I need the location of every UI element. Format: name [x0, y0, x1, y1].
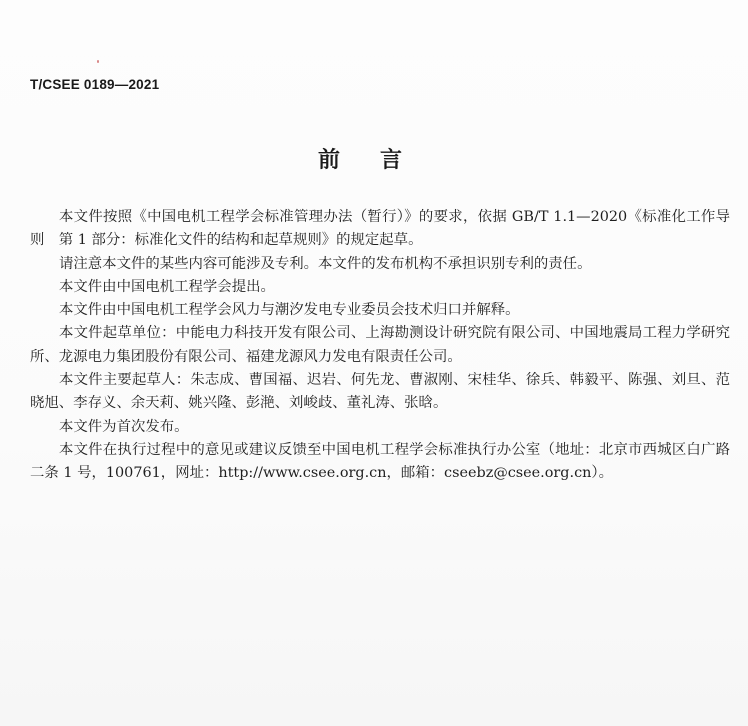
- paragraph-drafting-units: 本文件起草单位：中能电力科技开发有限公司、上海勘测设计研究院有限公司、中国地震局工程力学研究所、龙源电力集团股份有限公司、福建龙源风力发电有限责任公司。: [30, 325, 730, 365]
- paragraph-patent-notice: 请注意本文件的某些内容可能涉及专利。本文件的发布机构不承担识别专利的责任。: [59, 255, 592, 272]
- paragraph-proposer: 本文件由中国电机工程学会提出。: [59, 278, 275, 295]
- foreword-body: [30, 206, 730, 486]
- paragraph-drafters: 本文件主要起草人：朱志成、曹国福、迟岩、何先龙、曹淑刚、宋桂华、徐兵、韩毅平、陈强、刘旦、范晓旭、李存义、余天莉、姚兴隆、彭滟、刘峻歧、董礼涛、张晗。: [30, 372, 730, 412]
- paragraph-first-release: 本文件为首次发布。: [59, 418, 189, 435]
- standard-code: T/CSEE 0189—2021: [30, 77, 160, 92]
- paragraph-feedback-contact: 本文件在执行过程中的意见或建议反馈至中国电机工程学会标准执行办公室（地址：北京市西城区白广路二条 1 号，100761，网址：http://www.csee.org.cn，邮箱：cseebz@csee.org.cn）。: [30, 441, 730, 482]
- paragraph-drafting-basis: 本文件按照《中国电机工程学会标准管理办法（暂行）》的要求，依据 GB/T 1.1—2020《标准化工作导则 第 1 部分：标准化文件的结构和起草规则》的规定起草。: [30, 209, 730, 249]
- paragraph-technical-committee: 本文件由中国电机工程学会风力与潮汐发电专业委员会技术归口并解释。: [59, 302, 520, 319]
- page-mark: [97, 60, 99, 63]
- page-title: 前言: [318, 147, 443, 173]
